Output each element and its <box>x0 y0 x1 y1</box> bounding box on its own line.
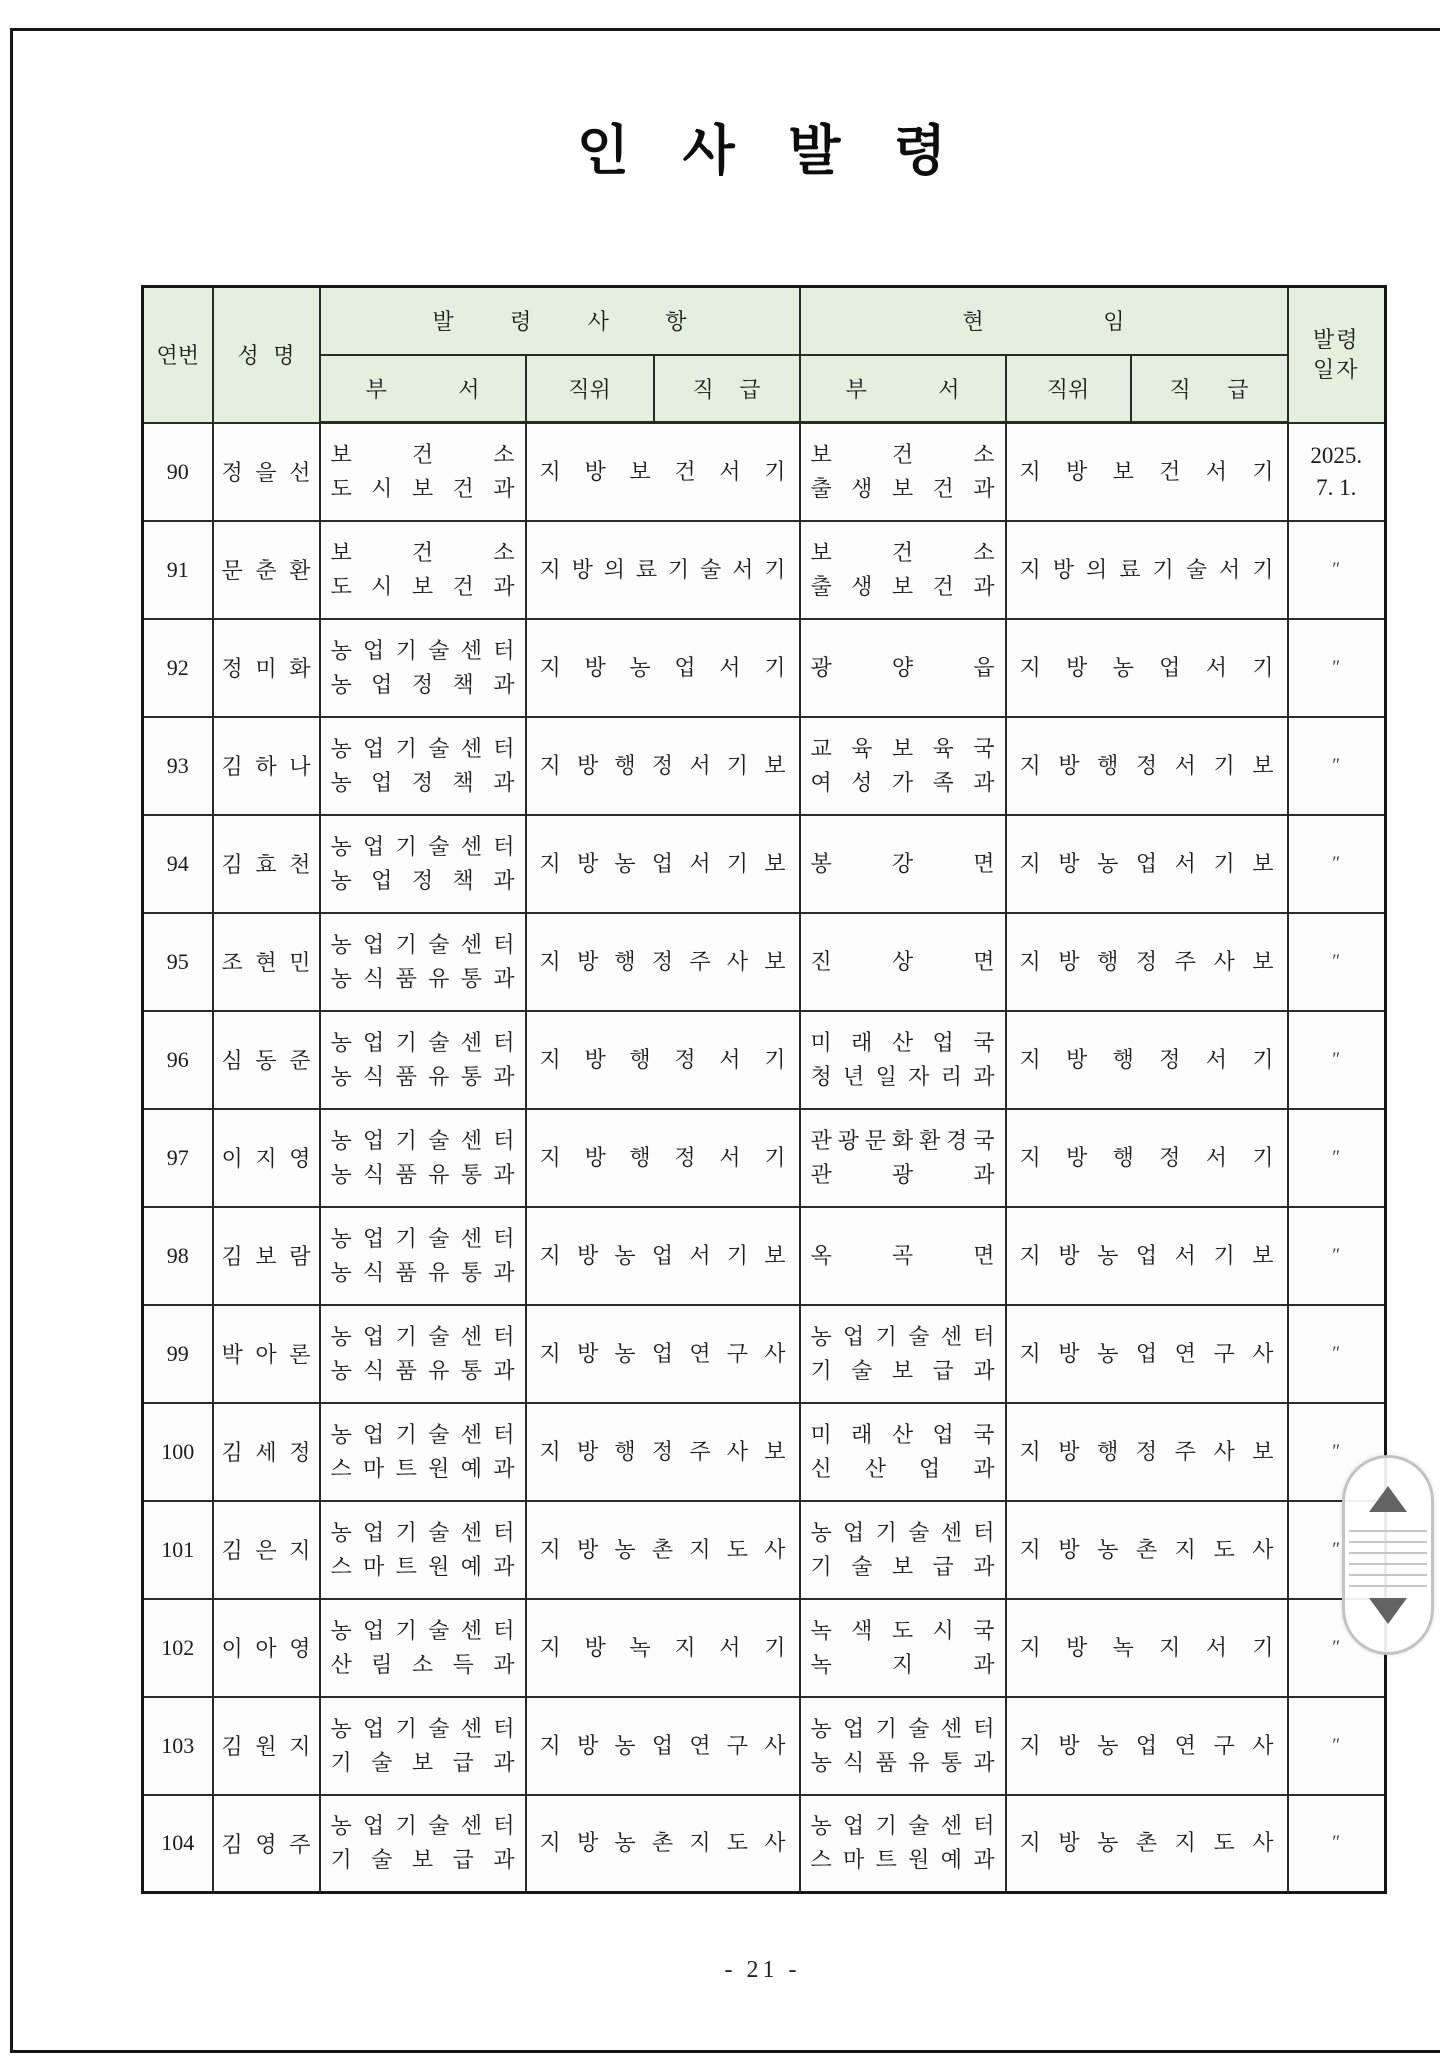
appointment-rank-cell <box>526 1305 800 1403</box>
current-rank-cell <box>1006 717 1288 815</box>
appointment-dept-cell <box>320 1501 526 1599</box>
rank-text: 지 방 농 업 서 기 <box>1019 654 1274 680</box>
current-rank-cell <box>1006 1599 1288 1697</box>
scroll-widget[interactable] <box>1342 1455 1434 1655</box>
name-cell <box>213 619 320 717</box>
date-line: 2025. <box>1310 442 1363 468</box>
dept-line: 농 식 품 유 통 과 <box>330 1259 515 1285</box>
name-text: 이 아 영 <box>221 1636 311 1661</box>
dept-line: 광 양 읍 <box>810 654 995 680</box>
serial-cell: 93 <box>143 717 213 815</box>
table-row <box>143 1697 1386 1795</box>
date-line: ″ <box>1332 1244 1341 1266</box>
serial-cell: 102 <box>143 1599 213 1697</box>
name-text: 문 춘 환 <box>221 558 311 583</box>
dept-line: 농 업 기 술 센 터 <box>810 1813 995 1839</box>
rank-text: 지 방 농 업 연 구 사 <box>1019 1732 1274 1758</box>
dept-line: 스 마 트 원 예 과 <box>330 1553 515 1579</box>
dept-line: 미 래 산 업 국 <box>810 1029 995 1055</box>
scroll-preview-lines <box>1349 1530 1427 1596</box>
current-dept-cell <box>800 521 1006 619</box>
serial-cell: 90 <box>143 423 213 521</box>
current-rank-cell <box>1006 1207 1288 1305</box>
dept-line: 농 업 정 책 과 <box>330 769 515 795</box>
header-cur-rank-label: 직 급 <box>1169 376 1249 402</box>
current-dept-cell <box>800 423 1006 521</box>
date-line: ″ <box>1332 950 1341 972</box>
appointment-dept-cell <box>320 1795 526 1893</box>
table-row <box>143 1599 1386 1697</box>
serial-cell: 101 <box>143 1501 213 1599</box>
name-cell <box>213 913 320 1011</box>
scroll-up-icon[interactable] <box>1369 1486 1407 1512</box>
header-appt-rank-label: 직 급 <box>692 376 761 402</box>
dept-line: 출 생 보 건 과 <box>810 573 995 599</box>
dept-line: 기 술 보 급 과 <box>810 1553 995 1579</box>
header-cur-rank <box>1131 355 1288 423</box>
date-line: ″ <box>1332 558 1341 580</box>
header-serial <box>143 287 213 423</box>
table-row <box>143 521 1386 619</box>
name-text: 김 효 천 <box>221 852 311 877</box>
current-rank-cell <box>1006 1305 1288 1403</box>
name-text: 이 지 영 <box>221 1146 311 1171</box>
table-row <box>143 913 1386 1011</box>
dept-line: 산 림 소 득 과 <box>330 1651 515 1677</box>
current-dept-cell <box>800 1403 1006 1501</box>
header-group-appointment-label: 발 령 사 항 <box>432 309 687 335</box>
current-dept-cell <box>800 1697 1006 1795</box>
current-rank-cell <box>1006 423 1288 521</box>
dept-line: 청 년 일 자 리 과 <box>810 1063 995 1089</box>
appointment-rank-cell <box>526 1109 800 1207</box>
table-body <box>143 423 1386 1893</box>
rank-text: 지 방 행 정 서 기 <box>539 1144 786 1170</box>
date-line: ″ <box>1332 1538 1341 1560</box>
dept-line: 도 시 보 건 과 <box>330 475 515 501</box>
name-cell <box>213 717 320 815</box>
date-line: 7. 1. <box>1316 474 1357 500</box>
dept-line: 농 식 품 유 통 과 <box>330 1063 515 1089</box>
name-text: 김 하 나 <box>221 754 311 779</box>
appointment-dept-cell <box>320 815 526 913</box>
date-cell <box>1288 423 1386 521</box>
dept-line: 농 업 기 술 센 터 <box>330 1617 515 1643</box>
header-appt-dept <box>320 355 526 423</box>
name-text: 김 원 지 <box>221 1734 311 1759</box>
rank-text: 지 방 행 정 서 기 <box>1019 1046 1274 1072</box>
table-row <box>143 815 1386 913</box>
dept-line: 농 업 기 술 센 터 <box>330 931 515 957</box>
table-row <box>143 1207 1386 1305</box>
scroll-down-icon[interactable] <box>1369 1598 1407 1624</box>
rank-text: 지 방 행 정 서 기 보 <box>539 752 786 778</box>
appointment-rank-cell <box>526 1599 800 1697</box>
dept-line: 스 마 트 원 예 과 <box>330 1455 515 1481</box>
dept-line: 도 시 보 건 과 <box>330 573 515 599</box>
name-cell <box>213 1599 320 1697</box>
table-row <box>143 1011 1386 1109</box>
current-dept-cell <box>800 1109 1006 1207</box>
current-dept-cell <box>800 1011 1006 1109</box>
appointment-dept-cell <box>320 619 526 717</box>
name-cell <box>213 423 320 521</box>
header-name <box>213 287 320 423</box>
name-text: 조 현 민 <box>221 950 311 975</box>
dept-line: 신 산 업 과 <box>810 1455 995 1481</box>
serial-cell: 97 <box>143 1109 213 1207</box>
rank-text: 지 방 농 촌 지 도 사 <box>1019 1830 1274 1856</box>
date-cell <box>1288 1697 1386 1795</box>
dept-line: 농 업 기 술 센 터 <box>330 637 515 663</box>
name-cell <box>213 521 320 619</box>
serial-cell: 100 <box>143 1403 213 1501</box>
appointment-dept-cell <box>320 1403 526 1501</box>
current-dept-cell <box>800 619 1006 717</box>
dept-line: 농 업 기 술 센 터 <box>330 1715 515 1741</box>
date-line: ″ <box>1332 1832 1341 1854</box>
appointment-dept-cell <box>320 1011 526 1109</box>
dept-line: 스 마 트 원 예 과 <box>810 1847 995 1873</box>
appointment-rank-cell <box>526 1403 800 1501</box>
name-text: 김 보 람 <box>221 1244 311 1269</box>
appointment-rank-cell <box>526 1011 800 1109</box>
serial-cell: 95 <box>143 913 213 1011</box>
rank-text: 지 방 행 정 서 기 <box>1019 1144 1274 1170</box>
dept-line: 관 광 문 화 환 경 국 <box>810 1127 995 1153</box>
rank-text: 지 방 농 촌 지 도 사 <box>1019 1536 1274 1562</box>
dept-line: 보 건 소 <box>810 441 995 467</box>
name-cell <box>213 1501 320 1599</box>
name-cell <box>213 1011 320 1109</box>
dept-line: 진 상 면 <box>810 948 995 974</box>
rank-text: 지 방 행 정 주 사 보 <box>1019 1438 1274 1464</box>
rank-text: 지 방 농 업 서 기 보 <box>1019 1242 1274 1268</box>
dept-line: 옥 곡 면 <box>810 1242 995 1268</box>
dept-line: 농 식 품 유 통 과 <box>330 965 515 991</box>
current-dept-cell <box>800 913 1006 1011</box>
table-row <box>143 1501 1386 1599</box>
name-cell <box>213 1697 320 1795</box>
dept-line: 농 업 기 술 센 터 <box>330 1813 515 1839</box>
current-dept-cell <box>800 815 1006 913</box>
date-line: ″ <box>1332 1734 1341 1756</box>
current-dept-cell <box>800 1599 1006 1697</box>
dept-line: 기 술 보 급 과 <box>330 1749 515 1775</box>
appointment-rank-cell <box>526 521 800 619</box>
rank-text: 지 방 농 촌 지 도 사 <box>539 1830 786 1856</box>
rank-text: 지 방 녹 지 서 기 <box>539 1634 786 1660</box>
name-cell <box>213 1305 320 1403</box>
dept-line: 농 식 품 유 통 과 <box>810 1749 995 1775</box>
name-text: 박 아 론 <box>221 1342 311 1367</box>
current-dept-cell <box>800 1501 1006 1599</box>
dept-line: 농 업 기 술 센 터 <box>330 833 515 859</box>
appointment-rank-cell <box>526 1207 800 1305</box>
date-cell <box>1288 1011 1386 1109</box>
date-line: ″ <box>1332 1636 1341 1658</box>
serial-cell: 99 <box>143 1305 213 1403</box>
date-cell <box>1288 1207 1386 1305</box>
rank-text: 지 방 행 정 주 사 보 <box>539 948 786 974</box>
header-cur-position <box>1006 355 1131 423</box>
dept-line: 농 업 기 술 센 터 <box>330 1029 515 1055</box>
serial-cell: 92 <box>143 619 213 717</box>
appointment-dept-cell <box>320 1599 526 1697</box>
date-line: ″ <box>1332 1146 1341 1168</box>
current-rank-cell <box>1006 1501 1288 1599</box>
header-cur-position-label: 직위 <box>1046 376 1090 402</box>
appointment-dept-cell <box>320 717 526 815</box>
dept-line: 기 술 보 급 과 <box>330 1847 515 1873</box>
dept-line: 농 업 기 술 센 터 <box>810 1323 995 1349</box>
header-group-current-label: 현 임 <box>962 309 1125 335</box>
current-rank-cell <box>1006 1697 1288 1795</box>
dept-line: 출 생 보 건 과 <box>810 475 995 501</box>
name-text: 정 을 선 <box>221 460 311 485</box>
rank-text: 지 방 의 료 기 술 서 기 <box>539 556 786 582</box>
table-row <box>143 1403 1386 1501</box>
header-appt-position <box>526 355 654 423</box>
appointment-rank-cell <box>526 1795 800 1893</box>
appointment-rank-cell <box>526 717 800 815</box>
dept-line: 농 업 정 책 과 <box>330 671 515 697</box>
dept-line: 여 성 가 족 과 <box>810 769 995 795</box>
table-row <box>143 717 1386 815</box>
date-line: ″ <box>1332 754 1341 776</box>
rank-text: 지 방 농 업 연 구 사 <box>1019 1340 1274 1366</box>
serial-cell: 94 <box>143 815 213 913</box>
appointment-rank-cell <box>526 619 800 717</box>
name-text: 김 영 주 <box>221 1831 311 1857</box>
rank-text: 지 방 행 정 서 기 보 <box>1019 752 1274 778</box>
current-dept-cell <box>800 717 1006 815</box>
header-date-line2: 일자 <box>1312 356 1360 382</box>
date-cell <box>1288 1305 1386 1403</box>
rank-text: 지 방 행 정 주 사 보 <box>1019 948 1274 974</box>
dept-line: 관 광 과 <box>810 1161 995 1187</box>
dept-line: 농 업 기 술 센 터 <box>330 1323 515 1349</box>
serial-cell: 96 <box>143 1011 213 1109</box>
serial-cell: 91 <box>143 521 213 619</box>
rank-text: 지 방 농 업 서 기 보 <box>539 850 786 876</box>
date-line: ″ <box>1332 1440 1341 1462</box>
appointment-dept-cell <box>320 521 526 619</box>
name-cell <box>213 1109 320 1207</box>
dept-line: 농 업 기 술 센 터 <box>810 1519 995 1545</box>
rank-text: 지 방 농 촌 지 도 사 <box>539 1536 786 1562</box>
page-number: - 21 - <box>724 1957 801 1983</box>
dept-line: 기 술 보 급 과 <box>810 1357 995 1383</box>
current-dept-cell <box>800 1795 1006 1893</box>
header-group-current <box>800 287 1288 355</box>
dept-line: 봉 강 면 <box>810 850 995 876</box>
table-row <box>143 1109 1386 1207</box>
current-rank-cell <box>1006 815 1288 913</box>
appointment-dept-cell <box>320 913 526 1011</box>
current-rank-cell <box>1006 619 1288 717</box>
header-date-line1: 발령 <box>1312 326 1360 352</box>
rank-text: 지 방 농 업 서 기 보 <box>1019 850 1274 876</box>
name-cell <box>213 1403 320 1501</box>
rank-text: 지 방 농 업 서 기 보 <box>539 1242 786 1268</box>
name-text: 심 동 준 <box>221 1048 311 1073</box>
appointment-dept-cell <box>320 423 526 521</box>
serial-cell: 98 <box>143 1207 213 1305</box>
dept-line: 교 육 보 육 국 <box>810 735 995 761</box>
current-dept-cell <box>800 1207 1006 1305</box>
rank-text: 지 방 보 건 서 기 <box>539 458 786 484</box>
appointment-dept-cell <box>320 1697 526 1795</box>
table-row <box>143 423 1386 521</box>
dept-line: 보 건 소 <box>330 441 515 467</box>
date-cell <box>1288 521 1386 619</box>
date-line: ″ <box>1332 852 1341 874</box>
appointment-dept-cell <box>320 1109 526 1207</box>
appointment-table <box>141 285 1387 1894</box>
date-cell <box>1288 913 1386 1011</box>
rank-text: 지 방 행 정 주 사 보 <box>539 1438 786 1464</box>
rank-text: 지 방 농 업 서 기 <box>539 654 786 680</box>
rank-text: 지 방 농 업 연 구 사 <box>539 1732 786 1758</box>
appointment-rank-cell <box>526 1697 800 1795</box>
current-rank-cell <box>1006 1795 1288 1893</box>
header-appt-dept-label: 부 서 <box>365 376 480 402</box>
name-cell <box>213 1207 320 1305</box>
appointment-dept-cell <box>320 1305 526 1403</box>
current-rank-cell <box>1006 1011 1288 1109</box>
rank-text: 지 방 의 료 기 술 서 기 <box>1019 556 1274 582</box>
dept-line: 농 업 기 술 센 터 <box>330 1225 515 1251</box>
date-cell <box>1288 1795 1386 1893</box>
header-cur-dept-label: 부 서 <box>845 376 960 402</box>
current-dept-cell <box>800 1305 1006 1403</box>
header-cur-dept <box>800 355 1006 423</box>
appointment-rank-cell <box>526 1501 800 1599</box>
header-name-label: 성 명 <box>237 343 295 369</box>
rank-text: 지 방 녹 지 서 기 <box>1019 1634 1274 1660</box>
dept-line: 녹 색 도 시 국 <box>810 1617 995 1643</box>
dept-line: 보 건 소 <box>330 539 515 565</box>
date-cell <box>1288 717 1386 815</box>
dept-line: 농 업 기 술 센 터 <box>330 1421 515 1447</box>
dept-line: 녹 지 과 <box>810 1651 995 1677</box>
current-rank-cell <box>1006 521 1288 619</box>
rank-text: 지 방 농 업 연 구 사 <box>539 1340 786 1366</box>
serial-cell: 104 <box>143 1795 213 1893</box>
table-row <box>143 1305 1386 1403</box>
dept-line: 농 업 기 술 센 터 <box>330 735 515 761</box>
header-date <box>1288 287 1386 423</box>
name-text: 정 미 화 <box>221 656 311 681</box>
name-text: 김 세 정 <box>221 1440 311 1465</box>
header-serial-label: 연번 <box>156 343 199 369</box>
page-title: 인 사 발 령 <box>576 121 949 181</box>
date-cell <box>1288 815 1386 913</box>
table-row <box>143 1795 1386 1893</box>
dept-line: 농 업 기 술 센 터 <box>330 1519 515 1545</box>
name-text: 김 은 지 <box>221 1538 311 1563</box>
appointment-rank-cell <box>526 423 800 521</box>
date-cell <box>1288 619 1386 717</box>
appointment-rank-cell <box>526 815 800 913</box>
table-header <box>143 287 1386 423</box>
appointment-dept-cell <box>320 1207 526 1305</box>
date-line: ″ <box>1332 656 1341 678</box>
header-appt-position-label: 직위 <box>568 376 611 402</box>
dept-line: 보 건 소 <box>810 539 995 565</box>
dept-line: 농 식 품 유 통 과 <box>330 1161 515 1187</box>
current-rank-cell <box>1006 1109 1288 1207</box>
dept-line: 미 래 산 업 국 <box>810 1421 995 1447</box>
table-row <box>143 619 1386 717</box>
header-group-appointment <box>320 287 800 355</box>
appointment-rank-cell <box>526 913 800 1011</box>
header-appt-rank <box>654 355 800 423</box>
date-line: ″ <box>1332 1342 1341 1364</box>
rank-text: 지 방 보 건 서 기 <box>1019 458 1274 484</box>
rank-text: 지 방 행 정 서 기 <box>539 1046 786 1072</box>
dept-line: 농 식 품 유 통 과 <box>330 1357 515 1383</box>
date-cell <box>1288 1109 1386 1207</box>
dept-line: 농 업 정 책 과 <box>330 867 515 893</box>
date-line: ″ <box>1332 1048 1341 1070</box>
dept-line: 농 업 기 술 센 터 <box>810 1715 995 1741</box>
serial-cell: 103 <box>143 1697 213 1795</box>
name-cell <box>213 1795 320 1893</box>
name-cell <box>213 815 320 913</box>
current-rank-cell <box>1006 1403 1288 1501</box>
current-rank-cell <box>1006 913 1288 1011</box>
dept-line: 농 업 기 술 센 터 <box>330 1127 515 1153</box>
